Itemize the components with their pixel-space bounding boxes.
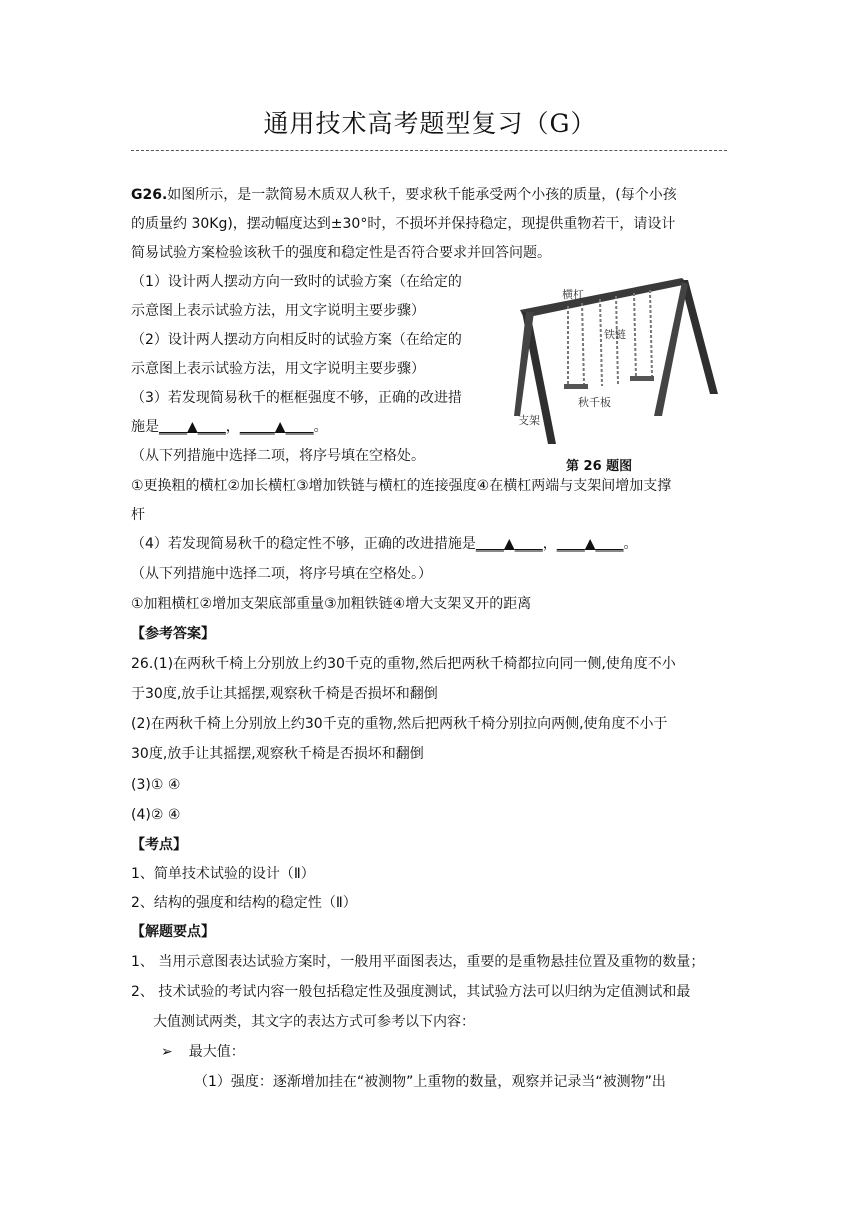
intro-text-1: 如图所示，是一款简易木质双人秋千，要求秋千能承受两个小孩的质量，(每个小孩: [167, 187, 677, 203]
jieti-bullet: [161, 1042, 245, 1062]
jieti-item-2-line-b: 大值测试两类，其文字的表达方式可参考以下内容：: [153, 1014, 475, 1030]
jieti-heading: 【解题要点】: [131, 924, 215, 940]
jieti-sub-1: （1）强度：逐渐增加挂在“被测物”上重物的数量，观察并记录当“被测物”出: [194, 1074, 666, 1090]
blank-marker: ▲: [584, 536, 596, 552]
answer-heading: 【参考答案】: [131, 626, 215, 642]
label-chain: 铁链: [604, 328, 626, 341]
bullet-arrow-icon: ➢: [161, 1044, 173, 1060]
kaodian-heading: 【考点】: [131, 837, 187, 853]
answer-1-line-a: 26.(1)在两秋千椅上分别放上约30千克的重物,然后把两秋千椅都拉向同一侧,使角度不小: [131, 656, 676, 672]
question-intro-line-3: 简易试验方案检验该秋千的强度和稳定性是否符合要求并回答问题。: [131, 245, 551, 261]
part4-options: ①加粗横杠②增加支架底部重量③加粗铁链④增大支架叉开的距离: [131, 596, 532, 612]
title-divider: [131, 150, 727, 151]
question-intro-line-2: 的质量约 30Kg)，摆动幅度达到±30°时，不损坏并保持稳定，现提供重物若干，请设计: [131, 216, 676, 232]
blank-marker: ▲: [503, 536, 515, 552]
answer-3: (3)① ④: [131, 777, 181, 793]
answer-blank-4b[interactable]: ____▲____: [556, 536, 624, 552]
swing-figure: [512, 266, 726, 476]
part2-line-a: （2）设计两人摆动方向相反时的试验方案（在给定的: [131, 332, 462, 348]
part3-line-a: （3）若发现简易秋千的框框强度不够，正确的改进措: [131, 390, 462, 406]
part3-options-cont: 杆: [131, 507, 145, 523]
answer-blank-4a[interactable]: ____▲____: [475, 536, 543, 552]
answer-blank-3a[interactable]: ____▲____: [159, 419, 226, 435]
label-frame: 支架: [518, 414, 540, 427]
figure-caption: 第 26 题图: [566, 459, 633, 474]
part4-line: （4）若发现简易秋千的稳定性不够，正确的改进措施是____▲____，____▲____。: [131, 536, 638, 552]
answer-1-line-b: 于30度,放手让其摇摆,观察秋千椅是否损坏和翻倒: [131, 686, 438, 702]
kaodian-item-2: 2、结构的强度和结构的稳定性（Ⅱ）: [131, 895, 357, 911]
swing-illustration: [512, 266, 726, 456]
part1-line-a: （1）设计两人摆动方向一致时的试验方案（在给定的: [131, 274, 462, 290]
part3-options: ①更换粗的横杠②加长横杠③增加铁链与横杠的连接强度④在横杠两端与支架间增加支撑: [131, 478, 672, 494]
question-id: G26.: [131, 187, 168, 203]
jieti-item-2-line-a: 2、 技术试验的考试内容一般包括稳定性及强度测试，其试验方法可以归纳为定值测试和最: [131, 984, 691, 1000]
part4-prefix: （4）若发现简易秋千的稳定性不够，正确的改进措施是: [131, 536, 476, 552]
part4-note: （从下列措施中选择二项，将序号填在空格处。）: [131, 566, 432, 582]
part3-prefix: 施是: [131, 419, 159, 435]
page-title: 通用技术高考题型复习（G）: [263, 109, 597, 138]
jieti-item-1: 1、 当用示意图表达试验方案时，一般用平面图表达，重要的是重物悬挂位置及重物的数量；: [131, 954, 705, 970]
blank-marker: ▲: [187, 419, 198, 435]
part3-note: （从下列措施中选择二项，将序号填在空格处。: [131, 448, 425, 464]
answer-4: (4)② ④: [131, 807, 181, 823]
bullet-text: 最大值：: [188, 1044, 245, 1060]
answer-2-line-b: 30度,放手让其摇摆,观察秋千椅是否损坏和翻倒: [131, 746, 424, 762]
answer-blank-3b[interactable]: _____▲____: [239, 419, 314, 435]
blank-marker: ▲: [274, 419, 286, 435]
label-beam: 横杠: [562, 288, 584, 301]
part3-line-b: 施是____▲____，_____▲____。: [131, 419, 328, 435]
answer-2-line-a: (2)在两秋千椅上分别放上约30千克的重物,然后把两秋千椅分别拉向两侧,使角度不小于: [131, 716, 668, 732]
label-seat: 秋千板: [578, 396, 611, 409]
question-intro-line-1: [131, 185, 677, 205]
kaodian-item-1: 1、简单技术试验的设计（Ⅱ）: [131, 866, 315, 882]
part2-line-b: 示意图上表示试验方法，用文字说明主要步骤）: [131, 361, 425, 377]
part1-line-b: 示意图上表示试验方法，用文字说明主要步骤）: [131, 303, 425, 319]
